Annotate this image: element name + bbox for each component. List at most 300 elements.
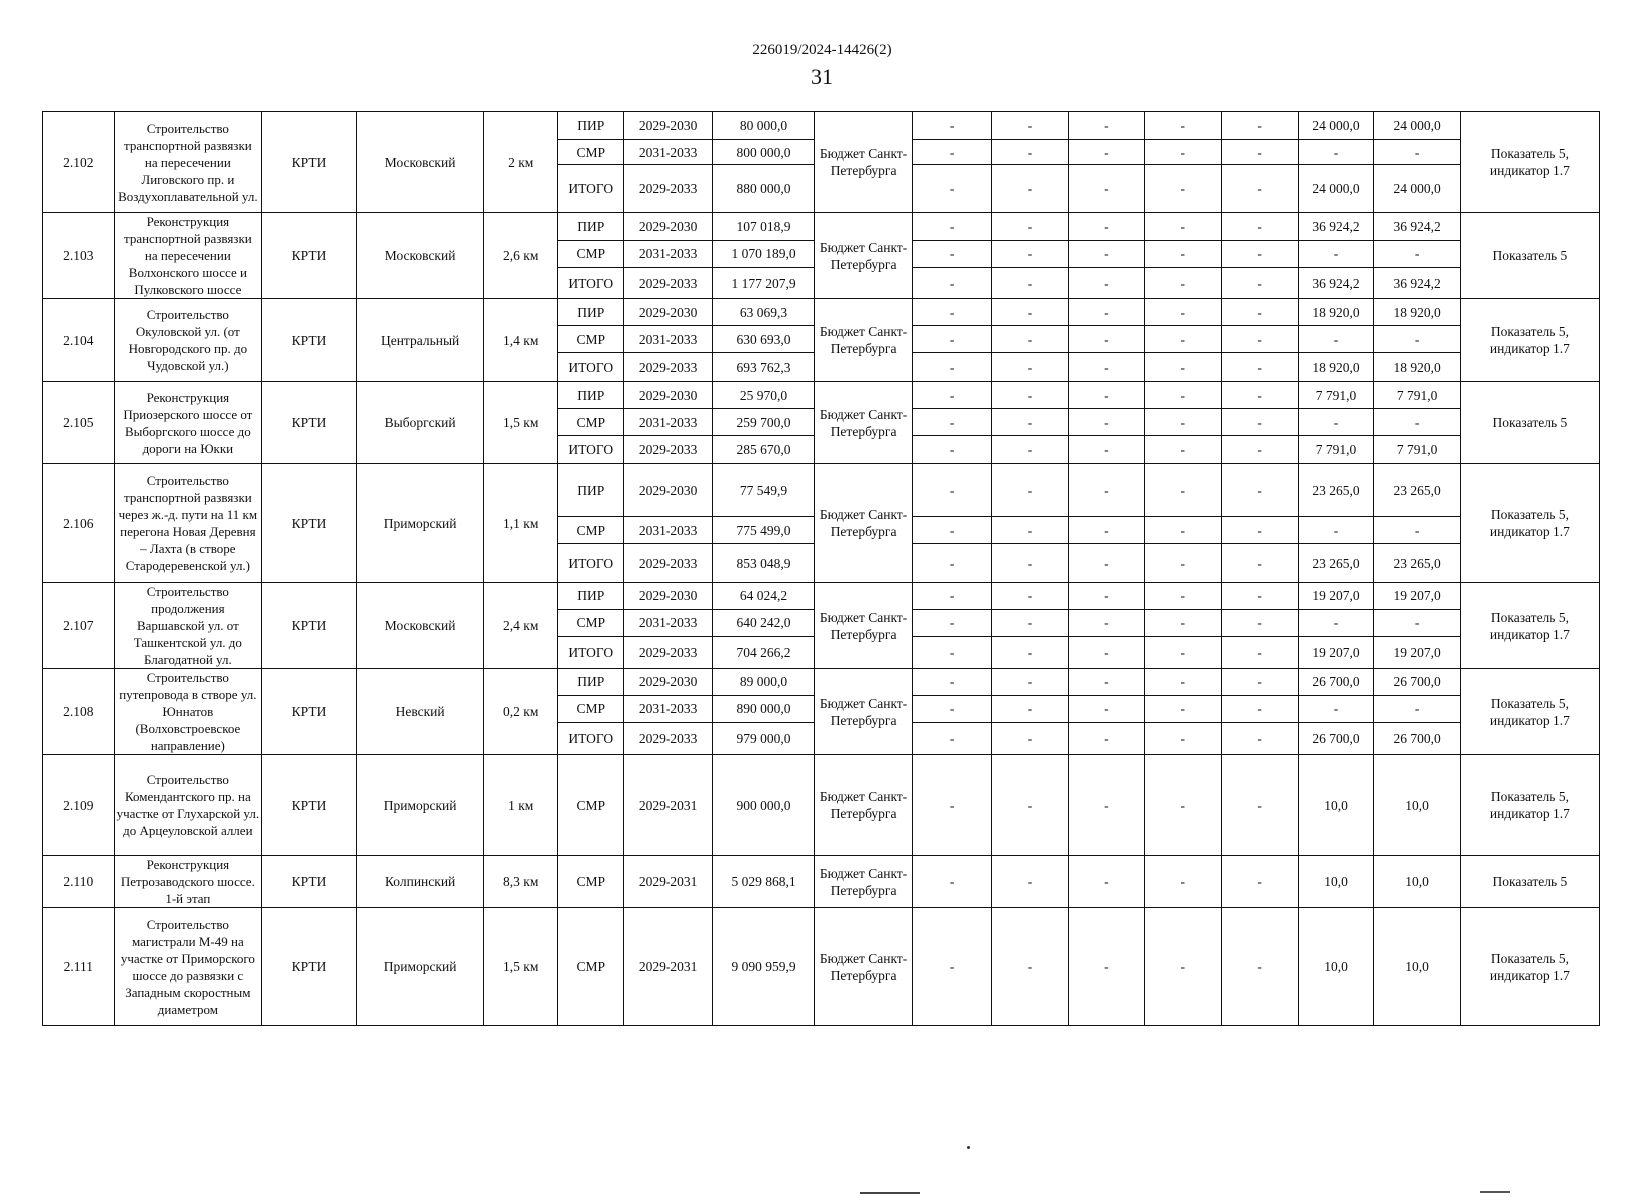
year-value: -: [913, 436, 992, 464]
year-value: -: [1144, 268, 1221, 299]
length: 1,5 км: [484, 908, 558, 1026]
year-value: -: [1144, 856, 1221, 908]
stage-total: 890 000,0: [712, 695, 814, 722]
scan-speck: [967, 1146, 970, 1149]
year-value: -: [992, 353, 1069, 382]
stage-period: 2031-2033: [624, 609, 712, 636]
year-value: -: [992, 268, 1069, 299]
project-name: Строительство путепровода в створе ул. Юннатов (Волховстроевское направление): [114, 669, 261, 755]
year-value: -: [1068, 326, 1144, 353]
year-value: 19 207,0: [1298, 583, 1374, 610]
stage-period: 2029-2031: [624, 755, 712, 856]
district: Приморский: [356, 464, 483, 583]
responsible-org: КРТИ: [262, 856, 357, 908]
indicator: Показатель 5: [1460, 382, 1599, 464]
year-value: -: [992, 436, 1069, 464]
stage-total: 259 700,0: [712, 409, 814, 436]
indicator: Показатель 5, индикатор 1.7: [1460, 583, 1599, 669]
year-value: 19 207,0: [1374, 636, 1460, 668]
year-value: -: [1374, 695, 1460, 722]
stage-total: 89 000,0: [712, 669, 814, 696]
item-number: 2.108: [43, 669, 115, 755]
table-body: [43, 112, 1600, 1026]
year-value: -: [913, 240, 992, 268]
year-value: -: [1068, 544, 1144, 583]
year-value: -: [1144, 299, 1221, 326]
indicator: Показатель 5, индикатор 1.7: [1460, 299, 1599, 382]
year-value: -: [913, 908, 992, 1026]
table-row: [43, 856, 1600, 908]
district: Московский: [356, 583, 483, 669]
project-name: Реконструкция транспортной развязки на пересечении Волхонского шоссе и Пулковского шоссе: [114, 213, 261, 299]
document-number: 226019/2024-14426(2): [752, 42, 892, 58]
year-value: -: [1221, 544, 1298, 583]
funding-source: Бюджет Санкт-Петербурга: [815, 382, 913, 464]
stage-period: 2029-2030: [624, 112, 712, 140]
item-number: 2.102: [43, 112, 115, 213]
table-row: [43, 382, 1600, 409]
stage-period: 2029-2033: [624, 636, 712, 668]
year-value: -: [1144, 213, 1221, 241]
district: Колпинский: [356, 856, 483, 908]
year-value: -: [1144, 112, 1221, 140]
year-value: -: [1144, 609, 1221, 636]
year-value: -: [992, 695, 1069, 722]
year-value: -: [1221, 464, 1298, 517]
year-value: -: [913, 409, 992, 436]
stage-period: 2029-2030: [624, 464, 712, 517]
year-value: -: [1068, 165, 1144, 213]
responsible-org: КРТИ: [262, 908, 357, 1026]
item-number: 2.103: [43, 213, 115, 299]
year-value: -: [1144, 409, 1221, 436]
responsible-org: КРТИ: [262, 583, 357, 669]
year-value: -: [1068, 464, 1144, 517]
indicator: Показатель 5, индикатор 1.7: [1460, 908, 1599, 1026]
year-value: -: [992, 544, 1069, 583]
year-value: -: [1144, 382, 1221, 409]
year-value: 18 920,0: [1374, 299, 1460, 326]
year-value: -: [1068, 353, 1144, 382]
year-value: -: [1068, 112, 1144, 140]
year-value: -: [1298, 695, 1374, 722]
stage-period: 2029-2030: [624, 213, 712, 241]
year-value: -: [913, 669, 992, 696]
year-value: -: [1068, 517, 1144, 544]
year-value: -: [913, 722, 992, 754]
length: 2,6 км: [484, 213, 558, 299]
year-value: 26 700,0: [1298, 669, 1374, 696]
year-value: 7 791,0: [1298, 436, 1374, 464]
responsible-org: КРТИ: [262, 299, 357, 382]
project-name: Строительство магистрали М-49 на участке от Приморского шоссе до развязки с Западным скоростным диаметром: [114, 908, 261, 1026]
project-name: Строительство транспортной развязки на пересечении Лиговского пр. и Воздухоплавательной ул.: [114, 112, 261, 213]
year-value: -: [913, 609, 992, 636]
stage-type: СМР: [558, 856, 624, 908]
funding-source: Бюджет Санкт-Петербурга: [815, 583, 913, 669]
stage-period: 2029-2030: [624, 669, 712, 696]
item-number: 2.109: [43, 755, 115, 856]
year-value: 7 791,0: [1374, 382, 1460, 409]
stage-type: ПИР: [558, 382, 624, 409]
year-value: -: [1221, 856, 1298, 908]
year-value: -: [1221, 517, 1298, 544]
year-value: -: [992, 609, 1069, 636]
year-value: 36 924,2: [1298, 213, 1374, 241]
year-value: 23 265,0: [1298, 464, 1374, 517]
item-number: 2.105: [43, 382, 115, 464]
year-value: -: [1298, 517, 1374, 544]
stage-period: 2029-2031: [624, 908, 712, 1026]
stage-total: 285 670,0: [712, 436, 814, 464]
year-value: -: [1221, 240, 1298, 268]
stage-type: ПИР: [558, 669, 624, 696]
year-value: -: [1221, 609, 1298, 636]
year-value: 10,0: [1298, 908, 1374, 1026]
year-value: -: [913, 464, 992, 517]
year-value: -: [1298, 240, 1374, 268]
funding-source: Бюджет Санкт-Петербурга: [815, 755, 913, 856]
responsible-org: КРТИ: [262, 464, 357, 583]
stage-total: 107 018,9: [712, 213, 814, 241]
stage-type: СМР: [558, 326, 624, 353]
responsible-org: КРТИ: [262, 213, 357, 299]
year-value: -: [1221, 382, 1298, 409]
funding-source: Бюджет Санкт-Петербурга: [815, 213, 913, 299]
stage-total: 640 242,0: [712, 609, 814, 636]
year-value: -: [1221, 669, 1298, 696]
year-value: 18 920,0: [1374, 353, 1460, 382]
year-value: -: [1144, 353, 1221, 382]
year-value: -: [1221, 353, 1298, 382]
stage-period: 2029-2033: [624, 353, 712, 382]
year-value: -: [1144, 517, 1221, 544]
year-value: -: [913, 636, 992, 668]
project-name: Строительство продолжения Варшавской ул. от Ташкентской ул. до Благодатной ул.: [114, 583, 261, 669]
page-number: 31: [811, 64, 833, 89]
stage-period: 2031-2033: [624, 140, 712, 165]
stage-period: 2029-2033: [624, 165, 712, 213]
year-value: 23 265,0: [1298, 544, 1374, 583]
year-value: -: [1144, 695, 1221, 722]
year-value: 24 000,0: [1298, 112, 1374, 140]
year-value: 7 791,0: [1298, 382, 1374, 409]
year-value: -: [1144, 165, 1221, 213]
year-value: -: [1298, 326, 1374, 353]
stage-total: 704 266,2: [712, 636, 814, 668]
year-value: -: [913, 112, 992, 140]
year-value: -: [1221, 140, 1298, 165]
stage-total: 693 762,3: [712, 353, 814, 382]
year-value: -: [1068, 409, 1144, 436]
district: Московский: [356, 112, 483, 213]
responsible-org: КРТИ: [262, 112, 357, 213]
year-value: -: [1298, 140, 1374, 165]
year-value: -: [1068, 856, 1144, 908]
stage-total: 800 000,0: [712, 140, 814, 165]
year-value: -: [1221, 583, 1298, 610]
stage-period: 2029-2030: [624, 299, 712, 326]
year-value: -: [1068, 669, 1144, 696]
year-value: 26 700,0: [1374, 722, 1460, 754]
stage-period: 2031-2033: [624, 326, 712, 353]
stage-total: 880 000,0: [712, 165, 814, 213]
stage-period: 2029-2030: [624, 382, 712, 409]
year-value: -: [992, 755, 1069, 856]
year-value: 10,0: [1298, 755, 1374, 856]
indicator: Показатель 5: [1460, 213, 1599, 299]
year-value: -: [1221, 908, 1298, 1026]
year-value: -: [1068, 382, 1144, 409]
year-value: -: [1068, 636, 1144, 668]
table-row: [43, 755, 1600, 856]
stage-type: СМР: [558, 695, 624, 722]
project-name: Строительство Окуловской ул. (от Новгородского пр. до Чудовской ул.): [114, 299, 261, 382]
year-value: -: [992, 908, 1069, 1026]
item-number: 2.107: [43, 583, 115, 669]
funding-source: Бюджет Санкт-Петербурга: [815, 669, 913, 755]
year-value: -: [1144, 436, 1221, 464]
stage-type: ИТОГО: [558, 353, 624, 382]
stage-type: СМР: [558, 908, 624, 1026]
year-value: -: [913, 382, 992, 409]
project-name: Строительство Комендантского пр. на участке от Глухарской ул. до Арцеуловской аллеи: [114, 755, 261, 856]
year-value: -: [1144, 908, 1221, 1026]
table-row: [43, 213, 1600, 241]
indicator: Показатель 5: [1460, 856, 1599, 908]
stage-total: 1 177 207,9: [712, 268, 814, 299]
year-value: -: [1374, 609, 1460, 636]
stage-type: ИТОГО: [558, 544, 624, 583]
stage-total: 853 048,9: [712, 544, 814, 583]
stage-total: 1 070 189,0: [712, 240, 814, 268]
stage-type: ПИР: [558, 583, 624, 610]
length: 2,4 км: [484, 583, 558, 669]
year-value: 23 265,0: [1374, 544, 1460, 583]
item-number: 2.110: [43, 856, 115, 908]
stage-type: ИТОГО: [558, 722, 624, 754]
stage-total: 979 000,0: [712, 722, 814, 754]
year-value: -: [1144, 544, 1221, 583]
district: Московский: [356, 213, 483, 299]
year-value: -: [1144, 583, 1221, 610]
year-value: -: [913, 165, 992, 213]
stage-period: 2029-2033: [624, 722, 712, 754]
year-value: -: [992, 517, 1069, 544]
year-value: 26 700,0: [1298, 722, 1374, 754]
stage-type: ИТОГО: [558, 636, 624, 668]
year-value: -: [1068, 755, 1144, 856]
year-value: 18 920,0: [1298, 299, 1374, 326]
year-value: 10,0: [1374, 755, 1460, 856]
year-value: -: [1221, 268, 1298, 299]
indicator: Показатель 5, индикатор 1.7: [1460, 755, 1599, 856]
length: 8,3 км: [484, 856, 558, 908]
year-value: -: [1144, 326, 1221, 353]
year-value: -: [1068, 213, 1144, 241]
year-value: -: [992, 140, 1069, 165]
stage-total: 25 970,0: [712, 382, 814, 409]
year-value: -: [1068, 609, 1144, 636]
indicator: Показатель 5, индикатор 1.7: [1460, 464, 1599, 583]
responsible-org: КРТИ: [262, 382, 357, 464]
year-value: -: [1068, 436, 1144, 464]
year-value: 24 000,0: [1374, 112, 1460, 140]
year-value: 24 000,0: [1374, 165, 1460, 213]
year-value: -: [1068, 140, 1144, 165]
year-value: -: [1144, 140, 1221, 165]
investment-table: [42, 111, 1600, 1026]
year-value: 36 924,2: [1298, 268, 1374, 299]
item-number: 2.106: [43, 464, 115, 583]
item-number: 2.111: [43, 908, 115, 1026]
stage-type: ПИР: [558, 112, 624, 140]
year-value: -: [1374, 240, 1460, 268]
stage-period: 2029-2033: [624, 544, 712, 583]
year-value: -: [992, 240, 1069, 268]
table-row: [43, 583, 1600, 610]
district: Приморский: [356, 908, 483, 1026]
year-value: -: [992, 464, 1069, 517]
length: 1,4 км: [484, 299, 558, 382]
year-value: -: [1144, 464, 1221, 517]
stage-total: 5 029 868,1: [712, 856, 814, 908]
stage-total: 630 693,0: [712, 326, 814, 353]
stage-type: ИТОГО: [558, 268, 624, 299]
table-row: [43, 669, 1600, 696]
year-value: -: [992, 213, 1069, 241]
year-value: -: [1068, 240, 1144, 268]
year-value: -: [1221, 165, 1298, 213]
year-value: -: [992, 409, 1069, 436]
stage-period: 2029-2033: [624, 268, 712, 299]
length: 1,1 км: [484, 464, 558, 583]
district: Приморский: [356, 755, 483, 856]
scan-artifact: [860, 1192, 920, 1194]
year-value: 10,0: [1374, 908, 1460, 1026]
year-value: -: [1374, 517, 1460, 544]
stage-type: ИТОГО: [558, 165, 624, 213]
year-value: -: [1374, 140, 1460, 165]
funding-source: Бюджет Санкт-Петербурга: [815, 112, 913, 213]
year-value: -: [913, 544, 992, 583]
stage-total: 775 499,0: [712, 517, 814, 544]
year-value: -: [1221, 326, 1298, 353]
year-value: 36 924,2: [1374, 213, 1460, 241]
year-value: 10,0: [1298, 856, 1374, 908]
year-value: -: [1144, 669, 1221, 696]
table-row: [43, 464, 1600, 517]
length: 1 км: [484, 755, 558, 856]
project-name: Реконструкция Петрозаводского шоссе. 1-й этап: [114, 856, 261, 908]
year-value: -: [992, 583, 1069, 610]
stage-total: 9 090 959,9: [712, 908, 814, 1026]
stage-period: 2031-2033: [624, 517, 712, 544]
year-value: -: [992, 856, 1069, 908]
year-value: -: [992, 382, 1069, 409]
item-number: 2.104: [43, 299, 115, 382]
year-value: -: [913, 326, 992, 353]
year-value: 24 000,0: [1298, 165, 1374, 213]
year-value: -: [913, 213, 992, 241]
stage-period: 2029-2033: [624, 436, 712, 464]
stage-period: 2031-2033: [624, 240, 712, 268]
stage-type: СМР: [558, 140, 624, 165]
length: 1,5 км: [484, 382, 558, 464]
funding-source: Бюджет Санкт-Петербурга: [815, 299, 913, 382]
year-value: -: [913, 140, 992, 165]
year-value: -: [913, 755, 992, 856]
stage-total: 77 549,9: [712, 464, 814, 517]
year-value: -: [1068, 695, 1144, 722]
indicator: Показатель 5, индикатор 1.7: [1460, 112, 1599, 213]
year-value: -: [1221, 722, 1298, 754]
year-value: -: [992, 165, 1069, 213]
year-value: -: [1221, 755, 1298, 856]
year-value: -: [992, 669, 1069, 696]
length: 2 км: [484, 112, 558, 213]
year-value: -: [1068, 268, 1144, 299]
stage-type: ПИР: [558, 213, 624, 241]
year-value: -: [992, 636, 1069, 668]
year-value: -: [1298, 609, 1374, 636]
project-name: Строительство транспортной развязки через ж.-д. пути на 11 км перегона Новая Деревня – Лахта (в створе Стародеревенской ул.): [114, 464, 261, 583]
year-value: -: [1298, 409, 1374, 436]
year-value: -: [992, 326, 1069, 353]
district: Невский: [356, 669, 483, 755]
year-value: -: [1221, 436, 1298, 464]
year-value: -: [992, 722, 1069, 754]
district: Центральный: [356, 299, 483, 382]
year-value: -: [1068, 299, 1144, 326]
district: Выборгский: [356, 382, 483, 464]
year-value: -: [913, 268, 992, 299]
year-value: 7 791,0: [1374, 436, 1460, 464]
stage-type: ИТОГО: [558, 436, 624, 464]
funding-source: Бюджет Санкт-Петербурга: [815, 908, 913, 1026]
year-value: 19 207,0: [1298, 636, 1374, 668]
year-value: -: [913, 695, 992, 722]
year-value: -: [913, 517, 992, 544]
stage-type: ПИР: [558, 464, 624, 517]
table-row: [43, 112, 1600, 140]
year-value: -: [913, 856, 992, 908]
year-value: -: [1221, 636, 1298, 668]
year-value: 36 924,2: [1374, 268, 1460, 299]
stage-type: СМР: [558, 517, 624, 544]
year-value: -: [1068, 583, 1144, 610]
stage-period: 2029-2030: [624, 583, 712, 610]
table-row: [43, 908, 1600, 1026]
year-value: -: [1144, 636, 1221, 668]
scan-artifact: [1480, 1191, 1510, 1193]
project-name: Реконструкция Приозерского шоссе от Выборгского шоссе до дороги на Юкки: [114, 382, 261, 464]
stage-total: 900 000,0: [712, 755, 814, 856]
year-value: -: [1374, 326, 1460, 353]
year-value: -: [913, 583, 992, 610]
length: 0,2 км: [484, 669, 558, 755]
responsible-org: КРТИ: [262, 755, 357, 856]
stage-total: 80 000,0: [712, 112, 814, 140]
stage-total: 64 024,2: [712, 583, 814, 610]
year-value: 18 920,0: [1298, 353, 1374, 382]
year-value: -: [1374, 409, 1460, 436]
year-value: -: [1221, 112, 1298, 140]
year-value: -: [992, 112, 1069, 140]
stage-total: 63 069,3: [712, 299, 814, 326]
stage-type: СМР: [558, 609, 624, 636]
year-value: -: [1221, 299, 1298, 326]
